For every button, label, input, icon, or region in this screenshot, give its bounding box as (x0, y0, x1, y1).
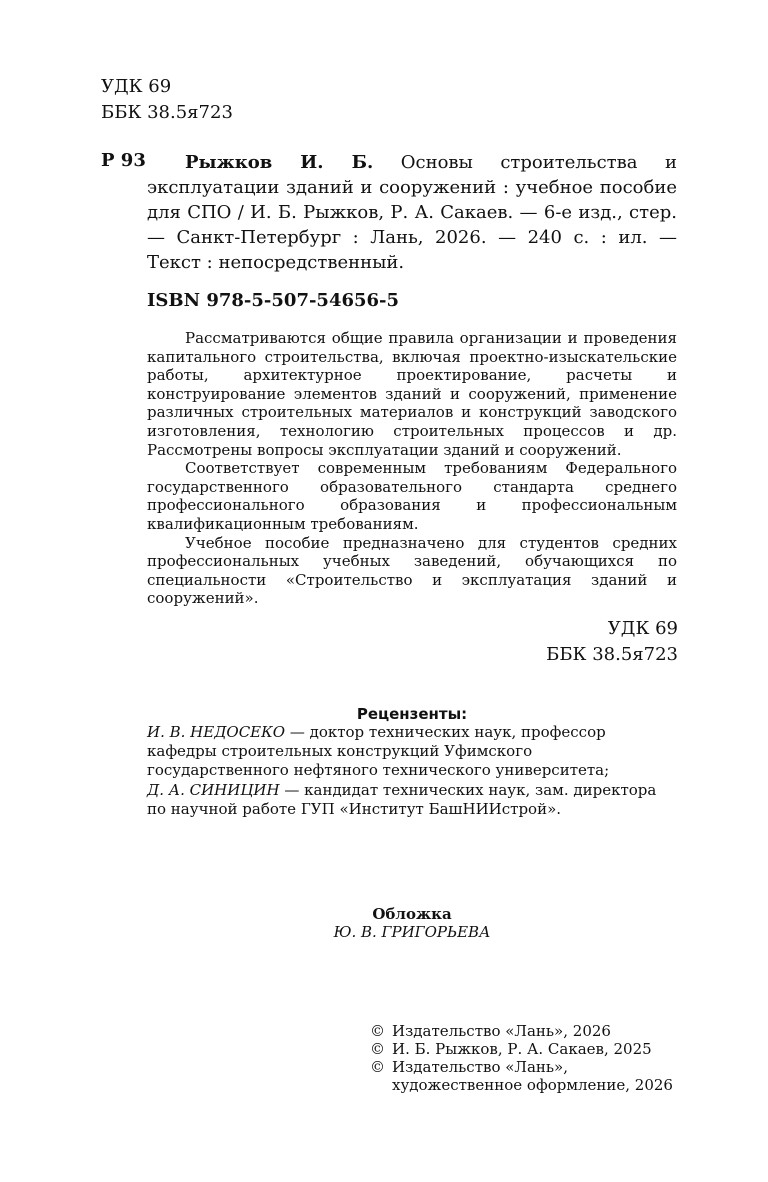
reviewer-name: Д. А. СИНИЦИН (147, 780, 280, 799)
reviewers-list (147, 723, 677, 819)
annotation-paragraph: Рассматриваются общие правила организации и проведения капитального строительства, включая проектно-изыскательские работы, архитектурное проектирование, расчеты и конструирование элементов зданий и сооружений, применение различных строительных материалов и конструкций заводского изготовления, технологию строительных процессов и др. Рассмотрены вопросы эксплуатации зданий и сооружений. (147, 329, 677, 459)
udk-code: УДК 69 (101, 76, 172, 97)
biblio-author: Рыжков И. Б. (185, 152, 374, 173)
copyright-icon: © (370, 1022, 385, 1040)
copyright-text: Издательство «Лань», (392, 1058, 569, 1076)
bibliographic-description (147, 150, 677, 275)
reviewer-desc: — доктор технических наук, профессор кафедры строительных конструкций Уфимского государственного нефтяного технического университета; (147, 723, 610, 780)
reviewer-name: И. В. НЕДОСЕКО (147, 723, 286, 741)
reviewer-item (147, 781, 677, 819)
bbk-code-right: ББК 38.5я723 (546, 644, 678, 665)
copyright-line (370, 1022, 673, 1040)
classification-codes-bottom (420, 616, 678, 668)
reviewer-desc: — кандидат технических наук, зам. директора по научной работе ГУП «Институт БашНИИстрой». (147, 780, 657, 818)
copyright-line (370, 1076, 673, 1094)
annotation-paragraph: Соответствует современным требованиям Федерального государственного образовательного стандарта среднего профессионального образования и профессиональным квалификационным требованиям. (147, 459, 677, 533)
isbn: ISBN 978-5-507-54656-5 (147, 290, 400, 311)
copyright-icon: © (370, 1040, 385, 1058)
copyright-text: художественное оформление, 2026 (392, 1076, 673, 1094)
annotation-paragraph: Учебное пособие предназначено для студентов средних профессиональных учебных заведений, обучающихся по специальности «Строительство и эксплуатация зданий и сооружений». (147, 533, 677, 608)
annotation (147, 329, 677, 608)
copyright-line (370, 1058, 673, 1076)
cover-credit-title: Обложка (372, 905, 452, 923)
reviewers-title: Рецензенты: (356, 705, 468, 723)
cover-credit-name: Ю. В. ГРИГОРЬЕВА (333, 923, 491, 941)
biblio-body: Основы строительства и эксплуатации зданий и сооружений : учебное пособие для СПО / И. Б. Рыжков, Р. А. Сакаев. — 6-е изд., стер. — Санкт-Петербург : Лань, 2026. — 240 с. : ил. — Текст : непосредственный. (147, 152, 677, 273)
bbk-code: ББК 38.5я723 (101, 102, 233, 123)
copyright-block (370, 1022, 673, 1094)
copyright-text: И. Б. Рыжков, Р. А. Сакаев, 2025 (392, 1040, 652, 1058)
copyright-text: Издательство «Лань», 2026 (392, 1022, 611, 1040)
reviewer-item (147, 723, 677, 781)
copyright-icon: © (370, 1058, 385, 1076)
copyright-line (370, 1040, 673, 1058)
udk-code-right: УДК 69 (607, 618, 678, 639)
author-code: Р 93 (101, 150, 146, 171)
classification-codes-top (101, 74, 233, 126)
